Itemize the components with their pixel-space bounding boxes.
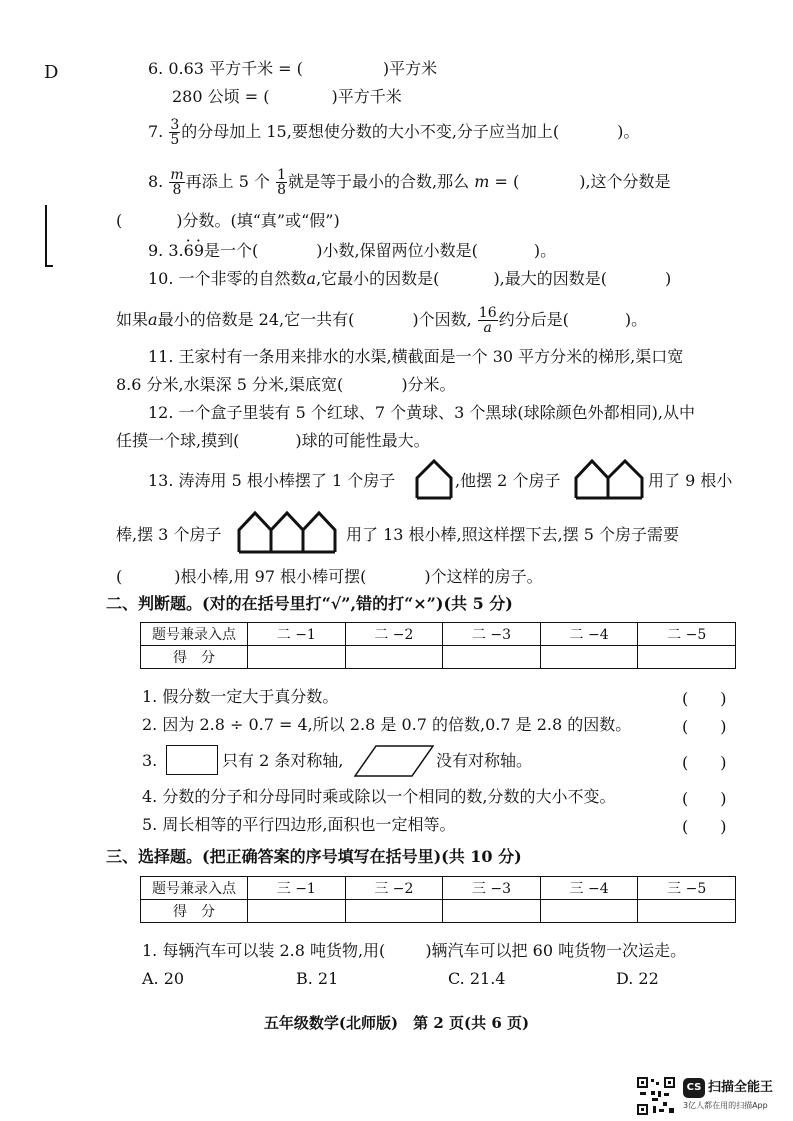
q8-line2: ( )分数。(填“真”或“假”) — [116, 211, 340, 230]
table-col: 三 −2 — [345, 877, 443, 900]
q6-line2: 280 公顷 = ( )平方千米 — [172, 87, 402, 106]
section2-score-table — [140, 622, 736, 669]
table-score-label: 得 分 — [141, 646, 248, 669]
table-col: 二 −2 — [345, 623, 443, 646]
q8-line1: 8. $\frac{m}{8}$ 再添上 5 个 $\frac{1}{8}$ 就是等于最小的合数,那么 m = ( ),这个分数是 — [148, 167, 671, 198]
rectangle-shape-icon — [166, 745, 218, 775]
judge-item-5: 5. 周长相等的平行四边形,面积也一定相等。 — [142, 815, 456, 834]
q13-line2a: 棒,摆 3 个房子 — [116, 525, 222, 544]
score-cell[interactable] — [540, 646, 638, 669]
judge-item-4: 4. 分数的分子和分母同时乘或除以一个相同的数,分数的大小不变。 — [142, 787, 616, 806]
choice-option-a[interactable]: A. 20 — [142, 969, 185, 988]
section2-title: 二、判断题。(对的在括号里打“√”,错的打“×”)(共 5 分) — [106, 594, 513, 613]
choice-option-c[interactable]: C. 21.4 — [448, 969, 506, 988]
page-footer: 五年级数学(北师版) 第 2 页(共 6 页) — [263, 1014, 530, 1032]
score-cell[interactable] — [540, 900, 638, 923]
table-score-label: 得 分 — [141, 900, 248, 923]
q13-line1: 13. 涛涛用 5 根小棒摆了 1 个房子 — [148, 471, 396, 490]
q6-line1: 6. 0.63 平方千米 = ( )平方米 — [148, 59, 438, 78]
table-col: 三 −1 — [248, 877, 346, 900]
q10-fraction: $\frac{16}{a}$ — [478, 305, 497, 336]
judge-item-3-end: 没有对称轴。 — [436, 751, 533, 770]
q7-fraction: $\frac{3}{5}$ — [170, 117, 180, 148]
q8-fraction-m8: $\frac{m}{8}$ — [170, 167, 184, 198]
choice-option-b[interactable]: B. 21 — [296, 969, 339, 988]
q10-line1: 10. 一个非零的自然数a,它最小的因数是( ),最大的因数是( ) — [148, 269, 672, 288]
q12-line1: 12. 一个盒子里装有 5 个红球、7 个黄球、3 个黑球(球除颜色外都相同),从中 — [148, 403, 695, 422]
score-cell[interactable] — [443, 646, 541, 669]
table-col: 二 −3 — [443, 623, 541, 646]
house-3-icon — [236, 510, 340, 554]
table-col: 三 −5 — [638, 877, 736, 900]
choice-q1: 1. 每辆汽车可以装 2.8 吨货物,用( )辆汽车可以把 60 吨货物一次运走。 — [142, 941, 687, 960]
q8-fraction-1-8: $\frac{1}{8}$ — [277, 167, 287, 198]
judge-answer-3[interactable]: ( ) — [682, 753, 727, 772]
q11-line2: 8.6 分米,水渠深 5 分米,渠底宽( )分米。 — [116, 375, 456, 394]
house-2-icon — [573, 458, 645, 500]
q13-line1c: 用了 9 根小 — [648, 471, 733, 490]
judge-answer-5[interactable]: ( ) — [682, 817, 727, 836]
score-cell[interactable] — [638, 900, 736, 923]
q13-line3: ( )根小棒,用 97 根小棒可摆( )个这样的房子。 — [116, 567, 543, 586]
watermark-name: 扫描全能王 — [708, 1080, 774, 1095]
parallelogram-shape-icon — [354, 745, 434, 777]
section3-score-table — [140, 876, 736, 923]
margin-bracket-foot — [45, 265, 53, 267]
score-cell[interactable] — [638, 646, 736, 669]
judge-answer-2[interactable]: ( ) — [682, 717, 727, 736]
watermark-tagline: 3亿人都在用的扫描App — [683, 1101, 768, 1110]
table-col: 三 −3 — [443, 877, 541, 900]
qr-code-icon — [636, 1076, 676, 1116]
camscanner-logo-icon: CS — [683, 1078, 705, 1098]
judge-item-1: 1. 假分数一定大于真分数。 — [142, 687, 339, 706]
score-cell[interactable] — [248, 646, 346, 669]
score-cell[interactable] — [345, 646, 443, 669]
q13-line2b: 用了 13 根小棒,照这样摆下去,摆 5 个房子需要 — [346, 525, 680, 544]
score-cell[interactable] — [345, 900, 443, 923]
q13-line1b: ,他摆 2 个房子 — [455, 471, 561, 490]
q9: 9. 3.· 6· 9是一个( )小数,保留两位小数是( )。 — [148, 240, 556, 262]
score-cell[interactable] — [443, 900, 541, 923]
table-header-label: 题号兼录入点 — [141, 877, 248, 900]
house-1-icon — [413, 458, 455, 500]
table-col: 三 −4 — [540, 877, 638, 900]
q11-line1: 11. 王家村有一条用来排水的水渠,横截面是一个 30 平方分米的梯形,渠口宽 — [148, 347, 684, 366]
choice-option-d[interactable]: D. 22 — [616, 969, 659, 988]
judge-answer-4[interactable]: ( ) — [682, 789, 727, 808]
margin-letter: D — [44, 62, 59, 83]
judge-item-3-mid: 只有 2 条对称轴, — [222, 751, 344, 770]
score-cell[interactable] — [248, 900, 346, 923]
q12-line2: 任摸一个球,摸到( )球的可能性最大。 — [116, 431, 430, 450]
table-col: 二 −5 — [638, 623, 736, 646]
section3-title: 三、选择题。(把正确答案的序号填写在括号里)(共 10 分) — [106, 847, 522, 866]
table-col: 二 −4 — [540, 623, 638, 646]
table-col: 二 −1 — [248, 623, 346, 646]
margin-bracket — [45, 205, 47, 267]
q10-line2: 如果a最小的倍数是 24,它一共有( )个因数, $\frac{16}{a}$ 约分后是( )。 — [116, 305, 648, 336]
q7: 7. $\frac{3}{5}$ 的分母加上 15,要想使分数的大小不变,分子应当加上( )。 — [148, 117, 640, 148]
judge-item-2: 2. 因为 2.8 ÷ 0.7 = 4,所以 2.8 是 0.7 的倍数,0.7 是 2.8 的因数。 — [142, 715, 632, 734]
judge-item-3: 3. — [142, 751, 158, 770]
judge-answer-1[interactable]: ( ) — [682, 689, 727, 708]
table-header-label: 题号兼录入点 — [141, 623, 248, 646]
